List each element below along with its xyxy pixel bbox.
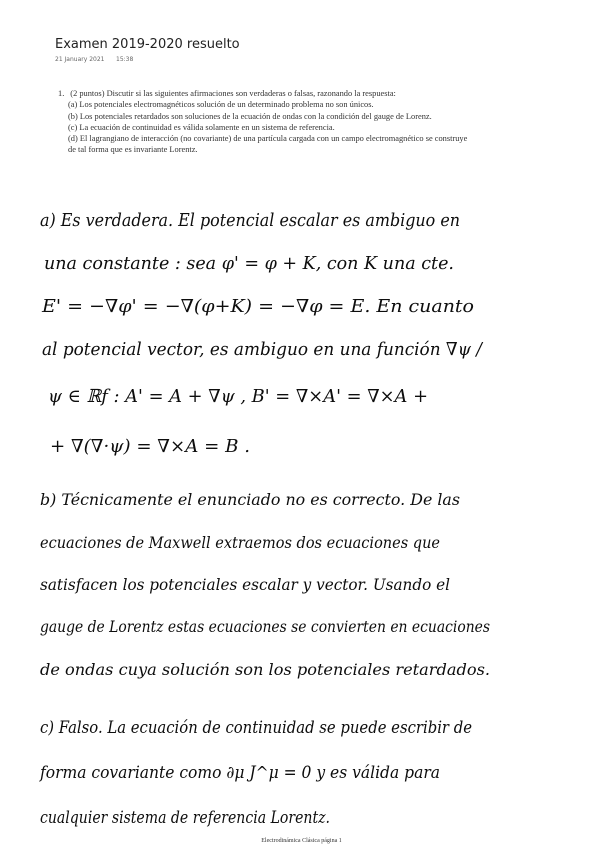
item-text: El lagrangiano de interacción (no covariante) de una partícula cargada con un campo electromagnético se construye de tal forma que es invariante Lorentz. [68,134,468,155]
answer-b-line: de ondas cuya solución son los potenciales retardados. [40,660,491,679]
item-label: (c) [68,122,78,132]
answer-b-line: ecuaciones de Maxwell extraemos dos ecuaciones que [40,533,440,552]
item-text: La ecuación de continuidad es válida solamente en un sistema de referencia. [79,122,335,132]
answer-a-line: E' = −∇φ' = −∇(φ+K) = −∇φ = E. En cuanto [40,296,475,317]
question-intro: (2 puntos) Discutir si las siguientes afirmaciones son verdaderas o falsas, razonando la respuesta: [70,89,396,98]
answer-a-line: + ∇(∇·ψ) = ∇×A = B . [50,436,251,457]
note-title: Examen 2019-2020 resuelto [55,37,240,52]
answer-a-line: una constante : sea φ' = φ + K, con K una cte. [44,253,454,274]
note-date: 21 January 2021 [55,56,105,63]
answer-c-line: c) Falso. La ecuación de continuidad se puede escribir de [40,718,472,738]
item-label: (a) [68,100,78,110]
item-label: (d) [68,134,78,144]
note-time: 15:38 [116,56,134,63]
answer-a-line: al potencial vector, es ambiguo en una función ∇ψ / [42,339,484,360]
question-number: 1. [58,89,65,98]
item-text: Los potenciales electromagnéticos solución de un determinado problema no son únicos. [79,100,374,110]
answer-b-line: satisfacen los potenciales escalar y vector. Usando el [40,575,450,594]
page-footer: Electrodinámica Clásica página 1 [261,838,342,844]
answer-a-line: a) Es verdadera. El potencial escalar es ambiguo en [40,210,460,231]
answer-b-line: gauge de Lorentz estas ecuaciones se convierten en ecuaciones [40,617,490,636]
answer-a-line: ψ ∈ ℝf : A' = A + ∇ψ , B' = ∇×A' = ∇×A + [48,386,428,407]
answer-c-line: cualquier sistema de referencia Lorentz. [40,808,330,828]
item-label: (b) [68,111,78,121]
item-text: Los potenciales retardados son soluciones de la ecuación de ondas con la condición del gauge de Lorenz. [79,111,432,121]
answer-b-line: b) Técnicamente el enunciado no es correcto. De las [40,490,460,509]
answer-c-line: forma covariante como ∂μ J^μ = 0 y es válida para [38,763,441,783]
